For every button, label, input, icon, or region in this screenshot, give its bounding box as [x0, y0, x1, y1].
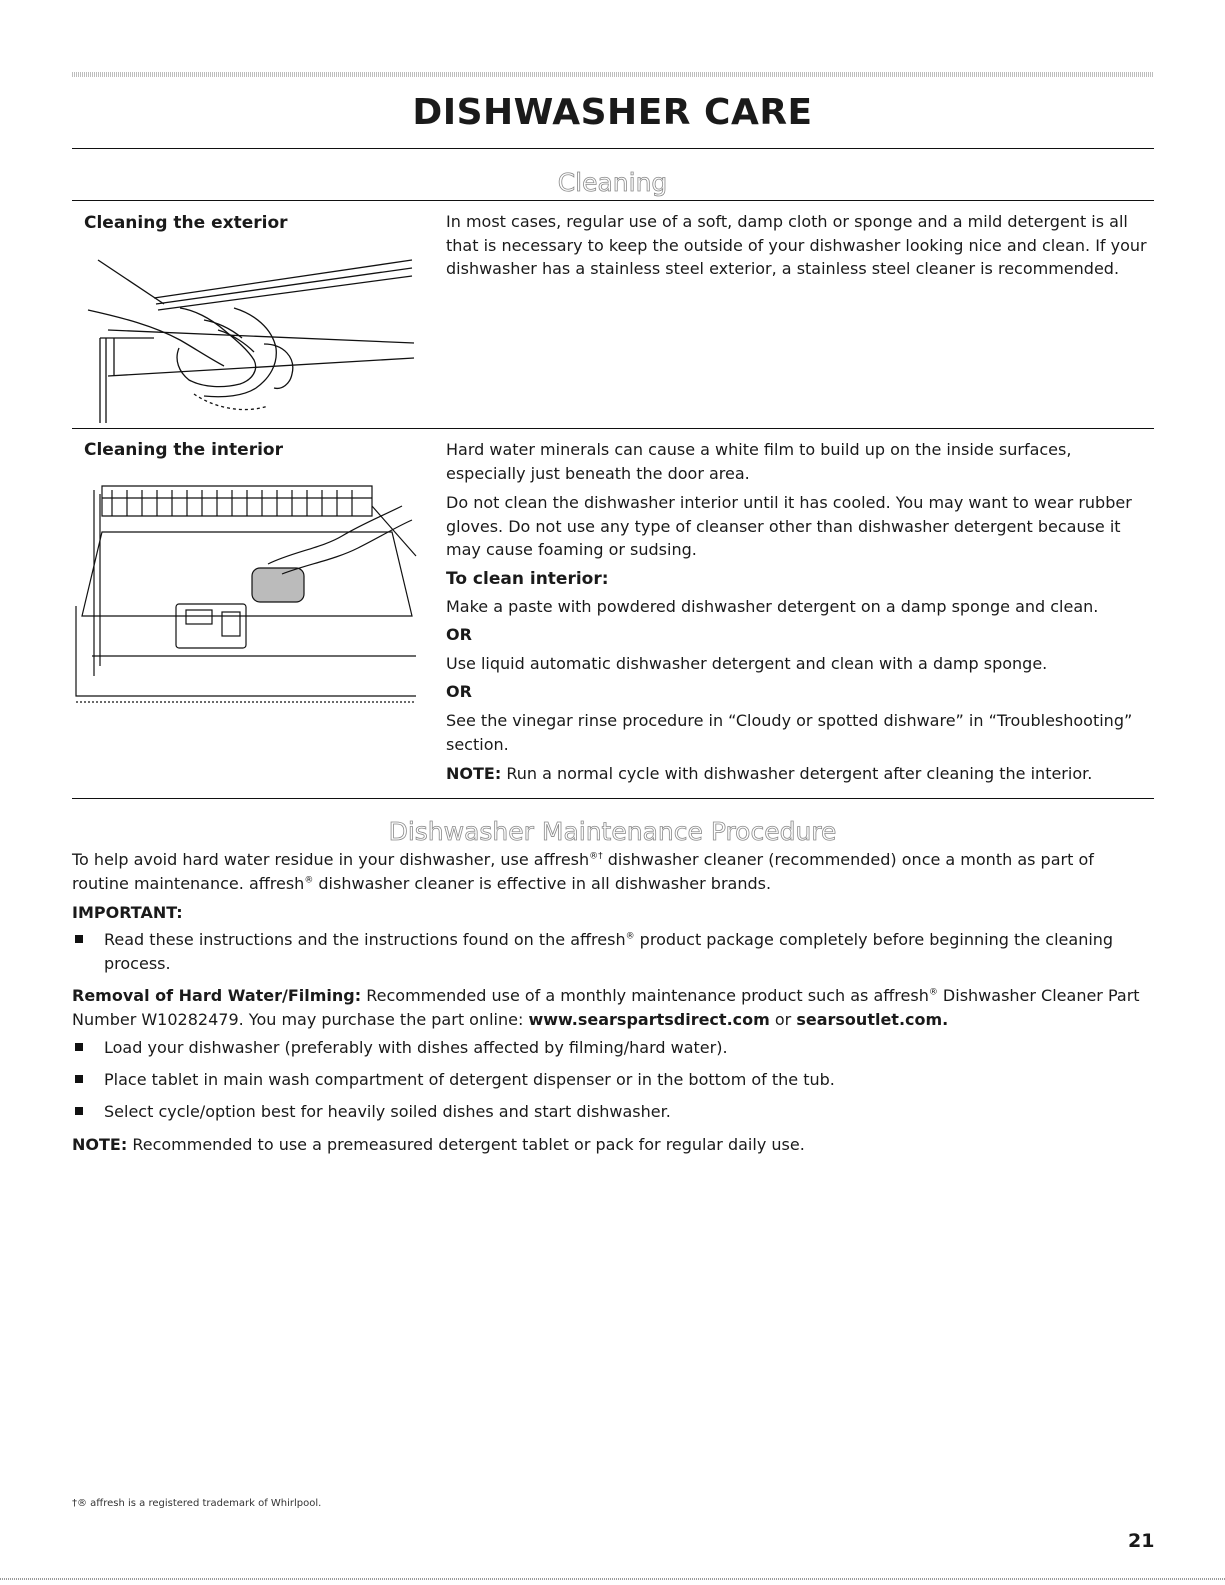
page-title: DISHWASHER CARE: [412, 92, 813, 133]
important-sup: ®: [625, 931, 635, 942]
cleaning-heading-rule: [72, 200, 1154, 201]
removal-label: Removal of Hard Water/Filming:: [72, 986, 362, 1005]
bottom-decorative-band: [0, 1578, 1225, 1580]
interior-note-label: NOTE:: [446, 764, 502, 783]
exterior-heading: Cleaning the exterior: [84, 213, 288, 233]
clean-option-2: Use liquid automatic dishwasher detergent and clean with a damp sponge.: [446, 654, 1048, 673]
important-text-a: Read these instructions and the instructions found on the affresh: [104, 930, 626, 949]
searsoutlet-link[interactable]: searsoutlet.com.: [796, 1009, 949, 1029]
to-clean-interior-label: To clean interior:: [446, 568, 609, 589]
removal-paragraph: [72, 984, 1142, 1031]
important-text-b: product package completely before beginning the cleaning process.: [104, 930, 1114, 973]
intro-sup-a: ®†: [589, 851, 603, 862]
exterior-cleaning-illustration: [84, 248, 429, 423]
cleaning-section-heading: Cleaning: [557, 168, 668, 197]
maintenance-section-heading: Dishwasher Maintenance Procedure: [388, 817, 837, 846]
interior-text-block: [446, 438, 1151, 786]
top-decorative-band: [72, 72, 1154, 77]
removal-text-a: Recommended use of a monthly maintenance product such as affresh: [361, 986, 929, 1005]
page-number: 21: [1128, 1530, 1155, 1552]
step-text: Select cycle/option best for heavily soiled dishes and start dishwasher.: [104, 1102, 671, 1121]
clean-option-3: See the vinegar rinse procedure in “Cloudy or spotted dishware” in “Troubleshooting” section.: [446, 711, 1133, 754]
step-bullet-2: [72, 1068, 1152, 1092]
removal-text-b: Dishwasher Cleaner Part Number W10282479. You may purchase the part online:: [72, 986, 1140, 1029]
step-text: Load your dishwasher (preferably with dishes affected by filming/hard water).: [104, 1038, 728, 1057]
maintenance-intro: [72, 848, 1142, 895]
step-bullet-1: [72, 1036, 1152, 1060]
bullet-square: [75, 1107, 83, 1115]
step-text: Place tablet in main wash compartment of detergent dispenser or in the bottom of the tub.: [104, 1070, 835, 1089]
interior-note-text: Run a normal cycle with dishwasher detergent after cleaning the interior.: [501, 764, 1093, 783]
maintenance-note-text: Recommended to use a premeasured detergent tablet or pack for regular daily use.: [127, 1135, 805, 1154]
intro-sup-b: ®: [304, 875, 314, 886]
removal-or: or: [769, 1009, 797, 1029]
important-bullet: [72, 928, 1152, 975]
clean-option-1: Make a paste with powdered dishwasher detergent on a damp sponge and clean.: [446, 597, 1099, 616]
bullet-square: [75, 1075, 83, 1083]
maintenance-note: [72, 1133, 1142, 1157]
maintenance-top-rule: [72, 798, 1154, 799]
step-bullet-3: [72, 1100, 1152, 1124]
or-separator-2: OR: [446, 681, 472, 701]
intro-text-a: To help avoid hard water residue in your dishwasher, use affresh: [72, 850, 590, 869]
interior-paragraph-1: Hard water minerals can cause a white film to build up on the inside surfaces, especially just beneath the door area.: [446, 440, 1072, 483]
intro-text-b: dishwasher cleaner (recommended) once a month as part of routine maintenance. affresh: [72, 850, 1094, 893]
title-rule: [72, 148, 1154, 149]
interior-cleaning-illustration: [72, 476, 418, 708]
bullet-square: [75, 935, 83, 943]
maintenance-note-label: NOTE:: [72, 1135, 128, 1154]
exterior-rule: [72, 428, 1154, 429]
or-separator-1: OR: [446, 624, 472, 644]
interior-heading: Cleaning the interior: [84, 440, 283, 460]
intro-text-c: dishwasher cleaner is effective in all dishwasher brands.: [313, 873, 772, 893]
trademark-footnote: †® affresh is a registered trademark of Whirlpool.: [72, 1498, 322, 1509]
bullet-square: [75, 1043, 83, 1051]
removal-sup: ®: [928, 987, 938, 998]
exterior-text: In most cases, regular use of a soft, damp cloth or sponge and a mild detergent is all that is necessary to keep the outside of your dishwasher looking nice and clean. If your dishwasher has a stainless steel exterior, a stainless steel cleaner is recommended.: [446, 212, 1147, 278]
searspartsdirect-link[interactable]: www.searspartsdirect.com: [528, 1009, 770, 1029]
interior-paragraph-2: Do not clean the dishwasher interior until it has cooled. You may want to wear rubber gloves. Do not use any type of cleanser other than dishwasher detergent because it may cause foaming or sudsing.: [446, 493, 1132, 559]
important-label: IMPORTANT:: [72, 903, 183, 922]
interior-note: [446, 762, 1151, 786]
